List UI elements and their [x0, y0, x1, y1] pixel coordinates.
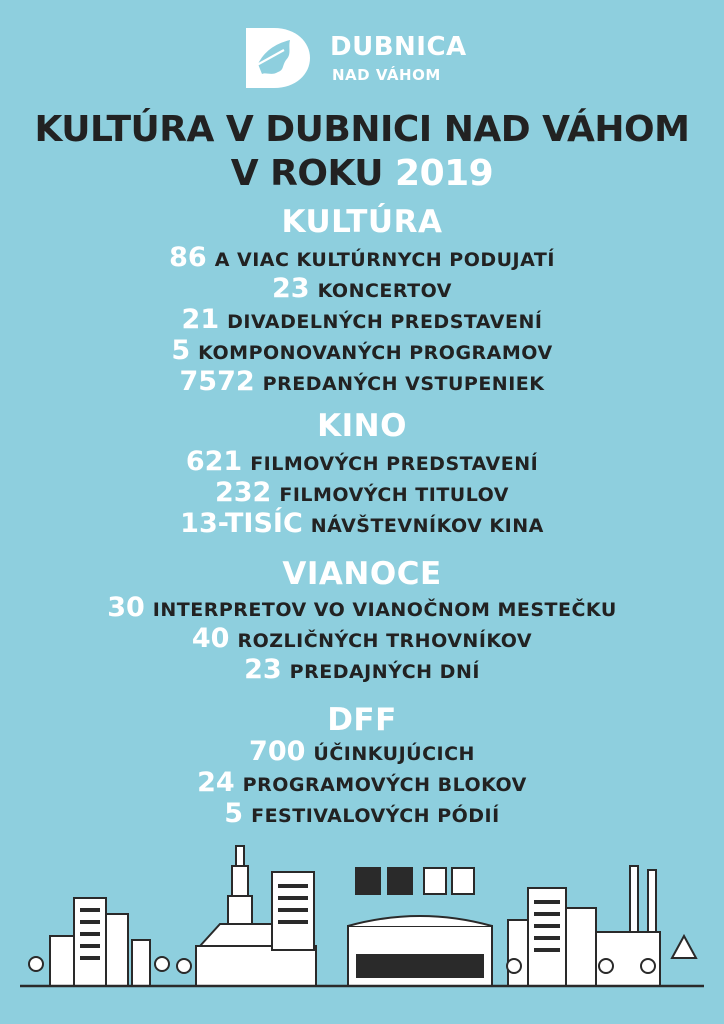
stat-row: [0, 273, 724, 308]
stat-label: ROZLIČNÝCH TRHOVNÍKOV: [237, 630, 533, 652]
stat-row: [0, 477, 724, 512]
stat-number: 23: [271, 273, 310, 304]
stat-number: 86: [169, 242, 207, 273]
stat-row: [0, 736, 724, 771]
stat-number: 621: [185, 446, 243, 477]
stat-number: 40: [191, 623, 230, 654]
title-year: 2019: [395, 153, 494, 194]
stat-number: 232: [214, 477, 272, 508]
logo-subtitle: NAD VÁHOM: [332, 66, 441, 84]
stat-number: 5: [171, 335, 191, 366]
stat-row: [0, 592, 724, 627]
stat-row: [0, 242, 724, 277]
stat-label: FESTIVALOVÝCH PÓDIÍ: [251, 805, 500, 827]
stat-row: [0, 767, 724, 802]
title-prefix: V ROKU: [230, 153, 383, 194]
stat-number: 23: [244, 654, 282, 685]
stat-row: [0, 366, 724, 401]
stat-label: PREDANÝCH VSTUPENIEK: [262, 373, 545, 395]
stat-number: 21: [181, 304, 220, 335]
logo: [244, 26, 484, 90]
stat-row: [0, 304, 724, 339]
city-skyline-illustration: [0, 836, 724, 996]
oak-leaf-d-icon: [244, 26, 314, 90]
stat-number: 30: [107, 592, 145, 623]
stat-label: INTERPRETOV VO VIANOČNOM MESTEČKU: [152, 599, 617, 621]
title-line-2: [0, 152, 724, 196]
stat-label: FILMOVÝCH PREDSTAVENÍ: [250, 453, 539, 475]
stat-label: DIVADELNÝCH PREDSTAVENÍ: [227, 311, 543, 333]
stat-label: PROGRAMOVÝCH BLOKOV: [242, 774, 527, 796]
page-title: [0, 108, 724, 196]
stat-number: 7572: [179, 366, 255, 397]
stat-row: [0, 446, 724, 481]
stat-label: ÚČINKUJÚCICH: [313, 743, 475, 765]
stat-row: [0, 335, 724, 370]
section-title-vianoce: VIANOCE: [282, 556, 442, 592]
stat-number: 24: [197, 767, 235, 798]
logo-name: DUBNICA: [330, 32, 467, 62]
stat-row: [0, 623, 724, 658]
section-title-kultura: KULTÚRA: [281, 204, 443, 240]
stat-label: NÁVŠTEVNÍKOV KINA: [310, 515, 544, 537]
stat-row: [0, 654, 724, 689]
stat-label: A VIAC KULTÚRNYCH PODUJATÍ: [214, 249, 555, 271]
stat-number: 700: [249, 736, 306, 767]
title-line-1: KULTÚRA V DUBNICI NAD VÁHOM: [34, 109, 690, 150]
stat-label: FILMOVÝCH TITULOV: [279, 484, 510, 506]
stat-label: PREDAJNÝCH DNÍ: [289, 661, 480, 683]
stat-number: 5: [224, 798, 244, 829]
stat-label: KOMPONOVANÝCH PROGRAMOV: [198, 342, 553, 364]
stat-row: [0, 798, 724, 833]
stat-number: 13-TISÍC: [180, 508, 303, 539]
stat-label: KONCERTOV: [317, 280, 452, 302]
stat-row: [0, 508, 724, 543]
section-title-kino: KINO: [317, 408, 407, 444]
section-title-dff: DFF: [327, 702, 397, 738]
